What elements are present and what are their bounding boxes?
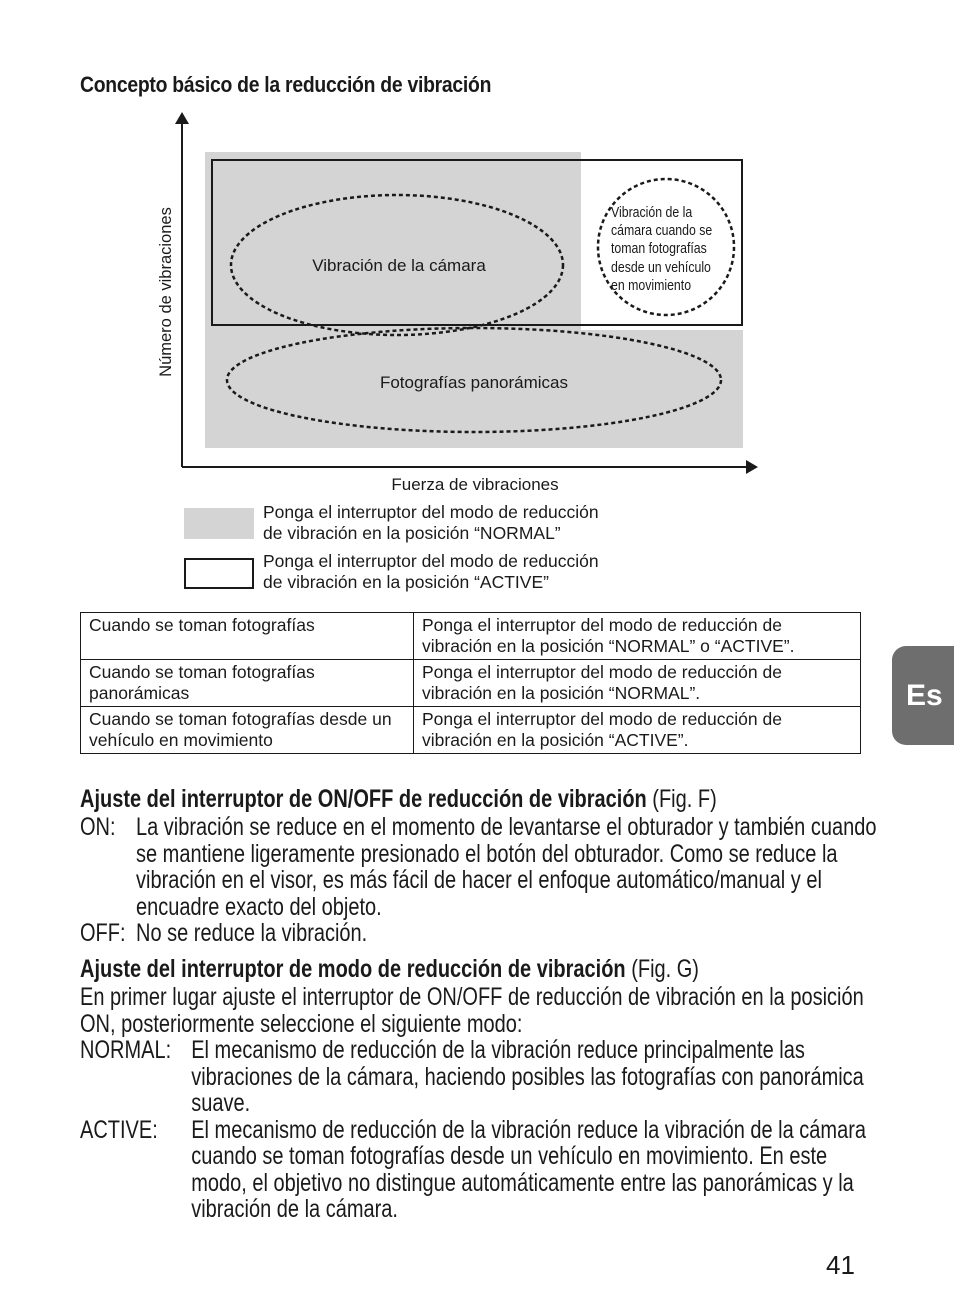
x-axis-label: Fuerza de vibraciones bbox=[391, 475, 559, 494]
table-row bbox=[81, 707, 861, 754]
active-description: El mecanismo de reducción de la vibración reduce la vibración de la cámara cuando se toman fotografías desde un vehículo en movimiento. En este modo, el objetivo no distingue automáticamente entre las panorámicas y la vibración de la cámara. bbox=[191, 1115, 866, 1223]
language-tab: Es bbox=[892, 646, 954, 745]
table-cell-situation: Cuando se toman fotografías desde un vehículo en movimiento bbox=[81, 707, 414, 754]
normal-region-upper bbox=[205, 152, 581, 332]
normal-term: NORMAL: bbox=[80, 1036, 172, 1064]
y-axis-label: Número de vibraciones bbox=[157, 207, 175, 377]
table-row bbox=[81, 660, 861, 707]
page-number: 41 bbox=[826, 1250, 855, 1280]
table-cell-setting: Ponga el interruptor del modo de reducción de vibración en la posición “ACTIVE”. bbox=[414, 707, 861, 754]
normal-definition bbox=[80, 1037, 880, 1117]
table-cell-setting: Ponga el interruptor del modo de reducción de vibración en la posición “NORMAL” o “ACTIVE”. bbox=[414, 613, 861, 660]
onoff-heading bbox=[80, 784, 880, 814]
onoff-fig-ref: (Fig. F) bbox=[646, 785, 717, 813]
mode-heading-text: Ajuste del interruptor de modo de reducción de vibración bbox=[80, 955, 626, 983]
mode-section bbox=[80, 954, 880, 1223]
off-term: OFF: bbox=[80, 919, 126, 947]
table-cell-situation: Cuando se toman fotografías panorámicas bbox=[81, 660, 414, 707]
onoff-heading-text: Ajuste del interruptor de ON/OFF de reducción de vibración bbox=[80, 785, 647, 813]
legend-normal-text: Ponga el interruptor del modo de reducción de vibración en la posición “NORMAL” bbox=[263, 502, 599, 543]
legend-normal-swatch bbox=[184, 508, 254, 539]
off-definition bbox=[80, 920, 880, 947]
normal-description: El mecanismo de reducción de la vibración reduce principalmente las vibraciones de la cámara, haciendo posibles las fotografías con panorámica suave. bbox=[191, 1036, 864, 1117]
svg-text:Vibración de la: Vibración de la bbox=[611, 204, 693, 221]
legend-active-text: Ponga el interruptor del modo de reducción de vibración en la posición “ACTIVE” bbox=[263, 551, 599, 592]
panning-label: Fotografías panorámicas bbox=[379, 373, 569, 392]
svg-text:toman fotografías: toman fotografías bbox=[611, 240, 707, 257]
active-term: ACTIVE: bbox=[80, 1115, 158, 1144]
x-axis-arrow bbox=[746, 460, 758, 474]
on-definition bbox=[80, 814, 880, 920]
y-axis-arrow bbox=[175, 112, 189, 124]
onoff-section bbox=[80, 784, 880, 947]
mode-intro: En primer lugar ajuste el interruptor de ON/OFF de reducción de vibración en la posición ON, posteriormente seleccione el siguiente modo: bbox=[80, 983, 864, 1038]
mode-fig-ref: (Fig. G) bbox=[625, 955, 699, 983]
svg-text:cámara cuando se: cámara cuando se bbox=[611, 222, 713, 239]
svg-text:en movimiento: en movimiento bbox=[611, 277, 692, 294]
on-term: ON: bbox=[80, 813, 116, 841]
legend-active-swatch bbox=[184, 558, 254, 589]
page-title: Concepto básico de la reducción de vibración bbox=[80, 72, 492, 97]
on-description: La vibración se reduce en el momento de levantarse el obturador y también cuando se mantiene ligeramente presionado el botón del obturador. Como se reduce la vibración en el visor, es más fácil de hacer el enfoque automático/manual y el encuadre exacto del objeto. bbox=[136, 813, 877, 921]
settings-table bbox=[80, 612, 861, 754]
table-cell-situation: Cuando se toman fotografías bbox=[81, 613, 414, 660]
mode-heading bbox=[80, 954, 880, 984]
vibration-diagram bbox=[0, 0, 954, 500]
camera-vibration-label: Vibración de la cámara bbox=[312, 256, 486, 275]
table-cell-setting: Ponga el interruptor del modo de reducción de vibración en la posición “NORMAL”. bbox=[414, 660, 861, 707]
table-row bbox=[81, 613, 861, 660]
active-definition bbox=[80, 1117, 880, 1223]
svg-text:desde un vehículo: desde un vehículo bbox=[611, 259, 711, 276]
off-description: No se reduce la vibración. bbox=[136, 919, 368, 947]
